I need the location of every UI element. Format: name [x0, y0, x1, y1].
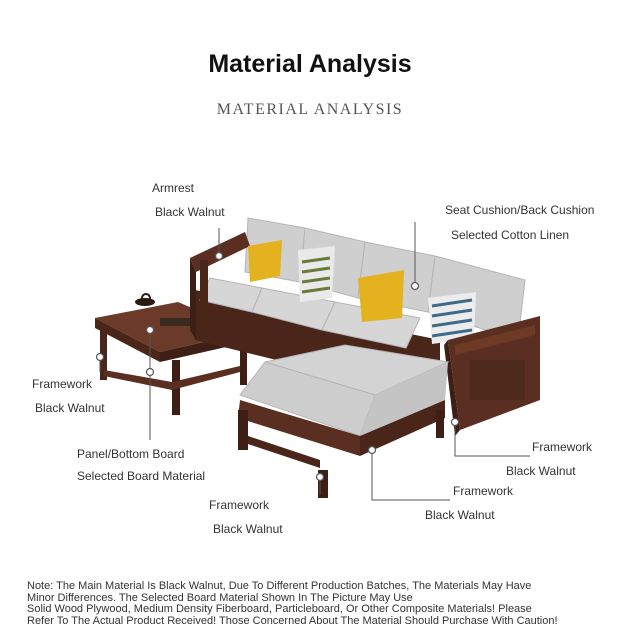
note-line-2: Minor Differences. The Selected Board Material Shown In The Picture May Use	[27, 591, 413, 604]
label-seat-cushion: Seat Cushion/Back Cushion	[445, 203, 595, 217]
page-title: Material Analysis	[208, 50, 412, 78]
label-armrest-material: Black Walnut	[155, 205, 225, 219]
disclaimer-note	[27, 581, 612, 627]
label-framework-bottom-material: Black Walnut	[213, 522, 283, 536]
sofa-chaise	[238, 345, 448, 498]
note-line-3: Solid Wood Plywood, Medium Density Fiberboard, Particleboard, Or Other Composite Materials! Please	[27, 603, 532, 615]
note-line-1: Note: The Main Material Is Black Walnut, Due To Different Production Batches, The Materials May Have	[27, 580, 532, 592]
label-framework-center-material: Black Walnut	[425, 508, 495, 522]
page-subtitle: MATERIAL ANALYSIS	[216, 101, 404, 118]
label-framework-left-material: Black Walnut	[35, 401, 105, 415]
note-line-4: Refer To The Actual Product Received! Those Concerned About The Material Should Purchase With Caution!	[27, 614, 558, 627]
label-framework-right: Framework	[532, 440, 593, 454]
label-panel-board-material: Selected Board Material	[77, 469, 206, 483]
label-armrest: Armrest	[152, 181, 194, 195]
label-framework-right-material: Black Walnut	[506, 464, 576, 478]
label-framework-bottom: Framework	[209, 498, 270, 512]
label-framework-left: Framework	[32, 377, 93, 391]
label-framework-center: Framework	[453, 484, 514, 498]
label-seat-cushion-material: Selected Cotton Linen	[451, 228, 570, 242]
label-panel-board: Panel/Bottom Board	[77, 447, 185, 461]
